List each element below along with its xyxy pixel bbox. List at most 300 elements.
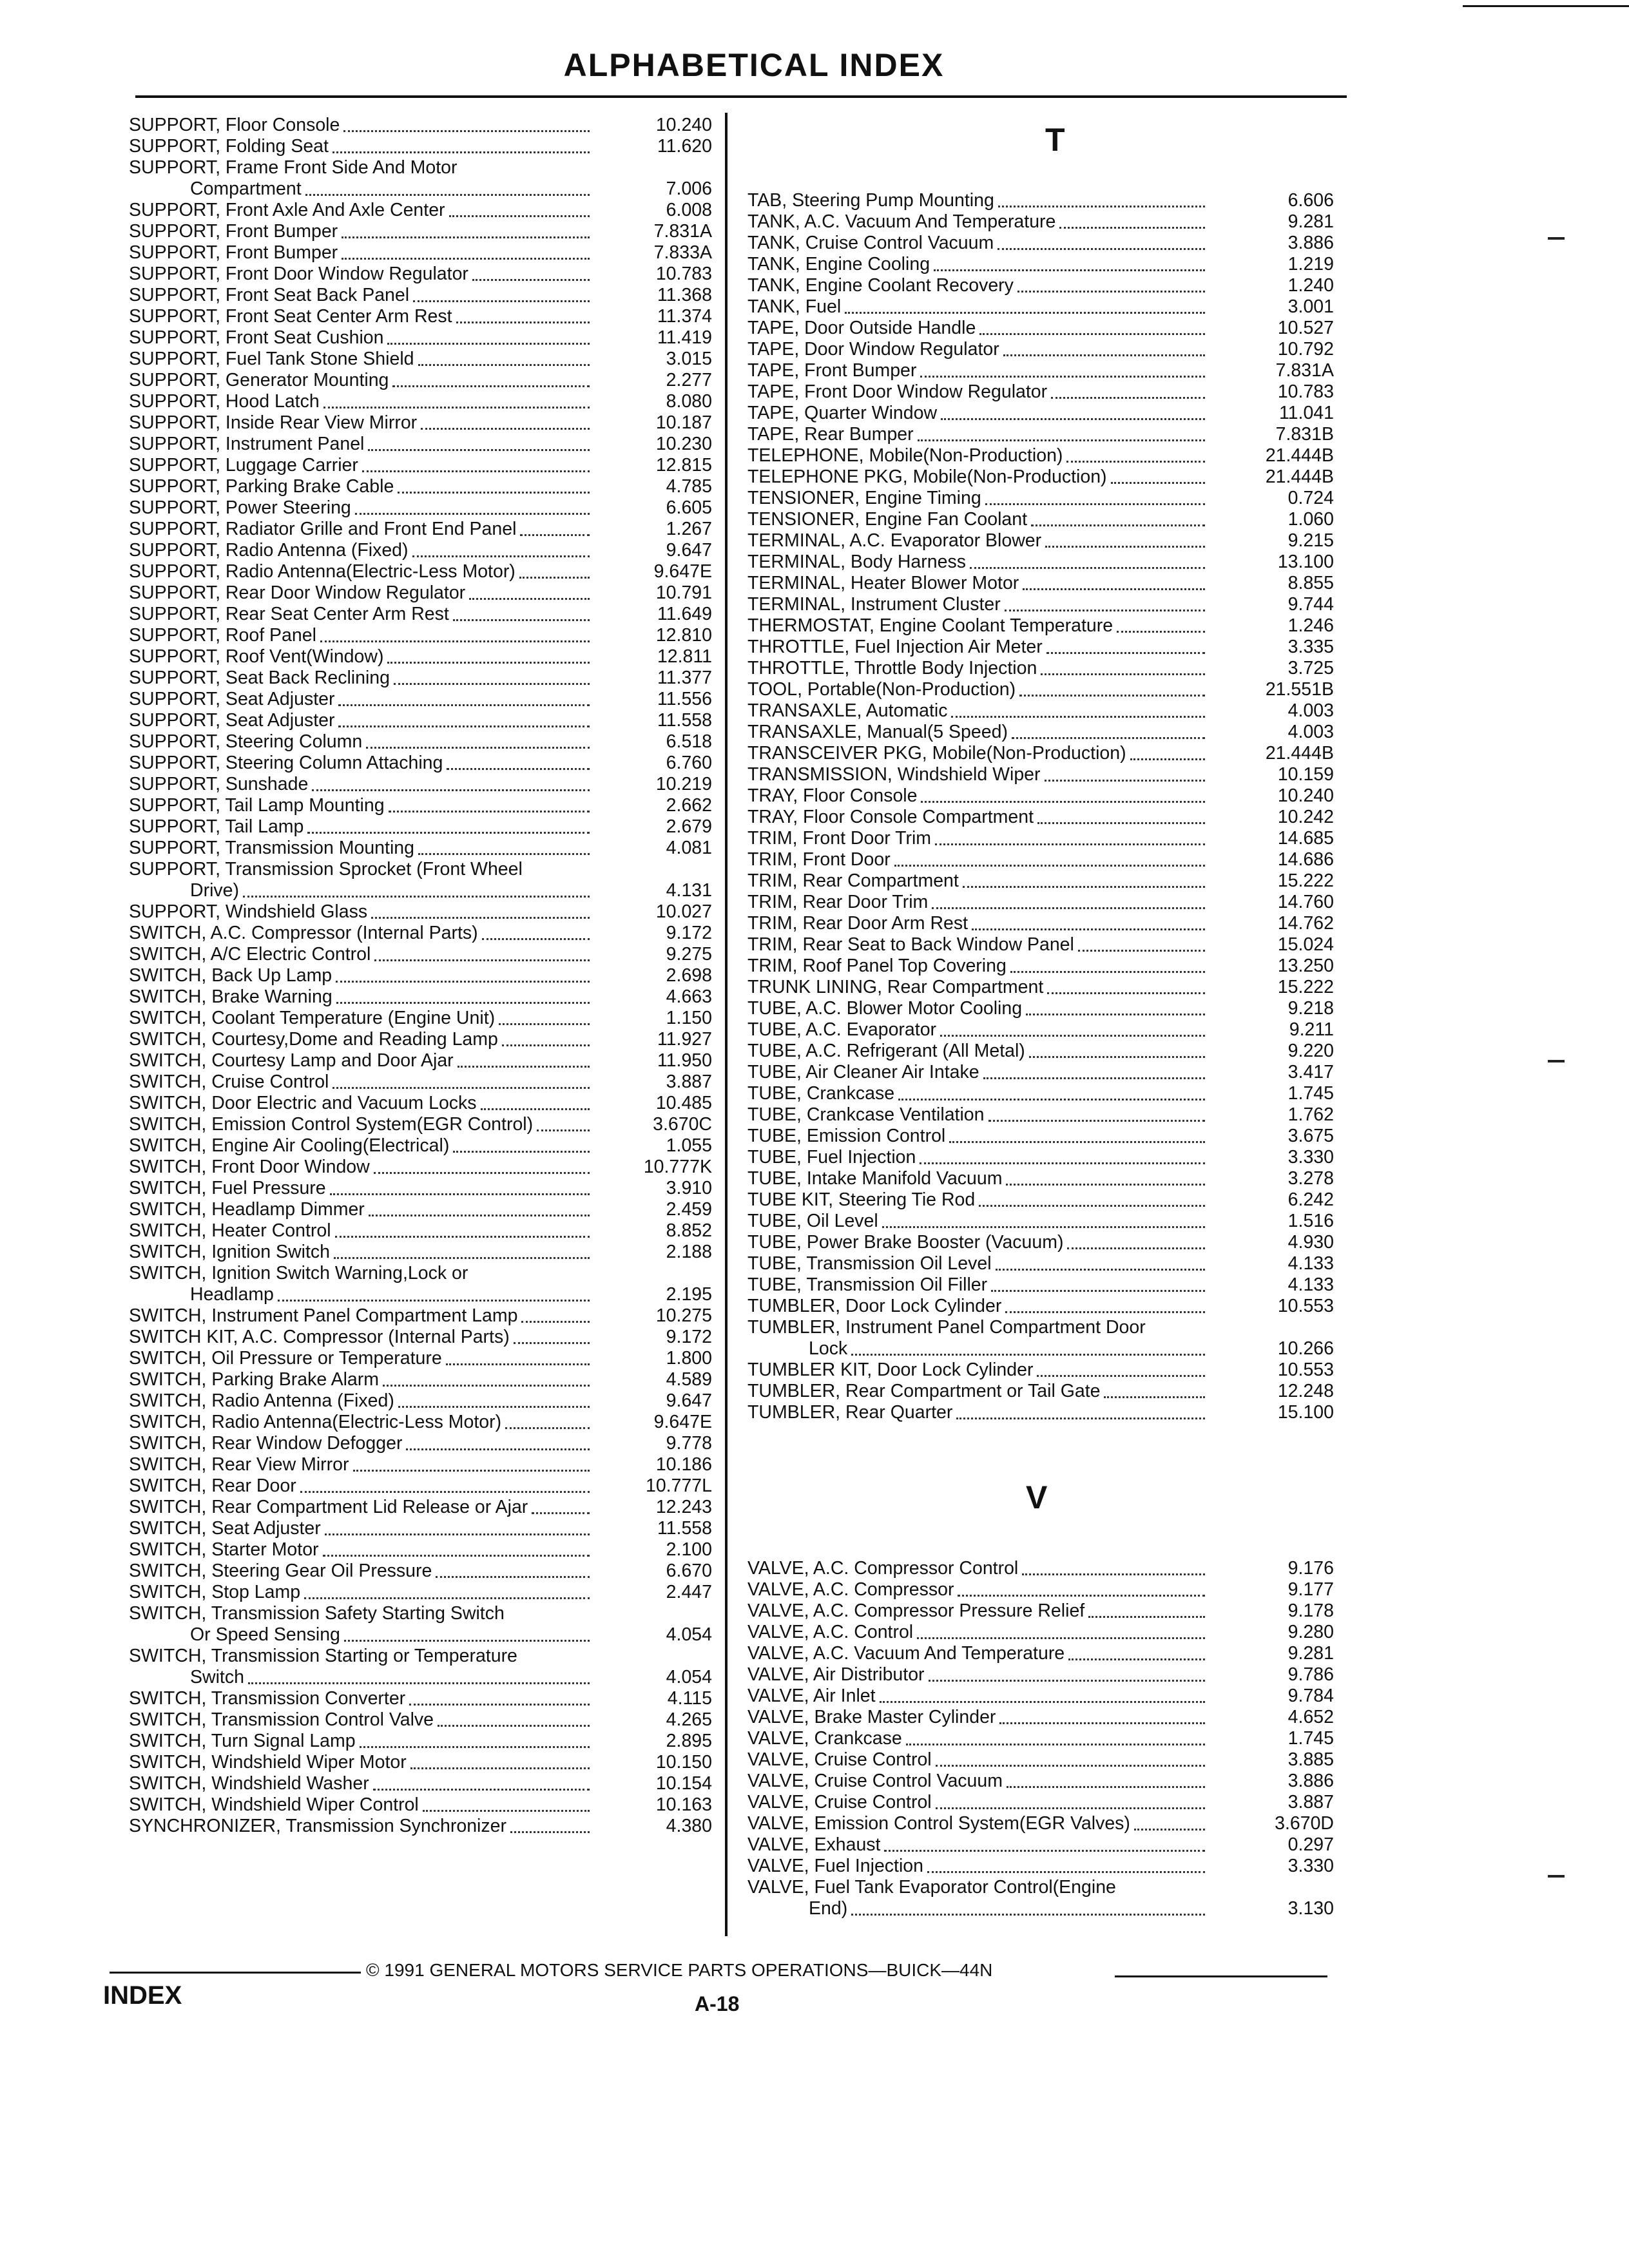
index-entry <box>747 1600 1334 1622</box>
index-entry <box>129 1646 712 1667</box>
index-entry <box>129 136 712 157</box>
index-entry <box>129 1369 712 1390</box>
index-entry <box>129 1242 712 1263</box>
dot-leader <box>418 844 590 855</box>
entry-page-ref: 1.240 <box>1287 275 1334 296</box>
entry-page-ref: 10.783 <box>1277 381 1334 402</box>
index-entry <box>747 679 1334 700</box>
entry-page-ref: 9.784 <box>1287 1686 1334 1706</box>
dot-leader <box>927 1862 1205 1873</box>
dot-leader <box>307 823 590 834</box>
entry-page-ref: 4.785 <box>666 476 712 497</box>
entry-page-ref: 1.055 <box>666 1135 712 1156</box>
entry-page-ref: 11.419 <box>657 327 712 348</box>
entry-page-ref: 0.724 <box>1287 488 1334 508</box>
dot-leader <box>1066 452 1205 463</box>
index-entry <box>129 1773 712 1794</box>
entry-name: SUPPORT, Folding Seat <box>129 136 329 157</box>
entry-name: Drive) <box>190 880 239 901</box>
entry-page-ref: 11.620 <box>657 136 712 157</box>
dot-leader <box>514 1333 590 1344</box>
index-entry <box>129 1157 712 1178</box>
entry-page-ref: 12.248 <box>1277 1381 1334 1401</box>
entry-name: SUPPORT, Radio Antenna(Electric-Less Motor) <box>129 561 516 582</box>
dot-leader <box>934 260 1205 271</box>
entry-page-ref: 10.154 <box>655 1773 712 1794</box>
index-entry <box>129 1412 712 1433</box>
dot-leader <box>333 1078 590 1089</box>
index-entry <box>129 1050 712 1072</box>
entry-page-ref: 2.662 <box>666 795 712 816</box>
dot-leader <box>898 1090 1205 1100</box>
index-entry <box>129 519 712 540</box>
index-entry <box>129 412 712 434</box>
dot-leader <box>1059 218 1205 229</box>
index-entry <box>129 391 712 412</box>
entry-name: SUPPORT, Front Door Window Regulator <box>129 264 468 284</box>
entry-name: TUBE, Crankcase <box>747 1083 895 1104</box>
entry-page-ref: 2.459 <box>666 1199 712 1220</box>
index-entry <box>129 1199 712 1220</box>
index-entry <box>129 731 712 753</box>
dot-leader <box>406 1439 590 1450</box>
page-title: ALPHABETICAL INDEX <box>563 47 945 83</box>
entry-page-ref: 14.685 <box>1277 828 1334 849</box>
entry-name: TRIM, Front Door <box>747 849 891 870</box>
dot-leader <box>519 568 590 579</box>
dot-leader <box>392 376 590 387</box>
entry-page-ref: 0.297 <box>1287 1834 1334 1855</box>
entry-page-ref: 15.222 <box>1277 870 1334 891</box>
entry-name: SUPPORT, Steering Column Attaching <box>129 753 443 773</box>
index-entry <box>747 1019 1334 1041</box>
entry-name: VALVE, Exhaust <box>747 1834 881 1855</box>
entry-name: TOOL, Portable(Non-Production) <box>747 679 1016 700</box>
index-entry <box>747 211 1334 233</box>
entry-name: SWITCH, Courtesy Lamp and Door Ajar <box>129 1050 454 1071</box>
entry-name: Headlamp <box>190 1284 274 1305</box>
index-entry <box>747 1707 1334 1728</box>
index-entry <box>129 901 712 923</box>
index-entry <box>747 658 1334 679</box>
dot-leader <box>304 1588 590 1599</box>
dot-leader <box>369 1206 590 1216</box>
index-entry <box>129 1518 712 1539</box>
dot-leader <box>882 1217 1205 1228</box>
entry-name: VALVE, A.C. Vacuum And Temperature <box>747 1643 1065 1664</box>
index-entry <box>747 445 1334 466</box>
dot-leader <box>360 1737 590 1748</box>
dot-leader <box>449 206 590 217</box>
index-entry <box>129 1284 712 1305</box>
dot-leader <box>970 558 1205 569</box>
entry-page-ref: 9.275 <box>666 944 712 965</box>
entry-page-ref: 10.266 <box>1277 1338 1334 1359</box>
dot-leader <box>884 1841 1205 1852</box>
index-entry <box>129 774 712 795</box>
entry-page-ref: 4.930 <box>1287 1232 1334 1253</box>
entry-page-ref: 1.219 <box>1287 254 1334 274</box>
entry-name: THROTTLE, Fuel Injection Air Meter <box>747 637 1043 657</box>
index-entry <box>129 1709 712 1731</box>
index-entry <box>129 816 712 838</box>
dot-leader <box>920 1153 1205 1164</box>
margin-mark <box>1548 237 1565 240</box>
page-number: A-18 <box>695 1992 740 2015</box>
entry-page-ref: 1.060 <box>1287 509 1334 530</box>
entry-page-ref: 10.240 <box>1277 785 1334 806</box>
dot-leader <box>1130 749 1205 760</box>
dot-leader <box>972 919 1205 930</box>
dot-leader <box>505 1418 590 1429</box>
top-corner-rule <box>1463 5 1629 7</box>
dot-leader <box>880 1692 1205 1703</box>
index-entry <box>129 625 712 646</box>
entry-name: SYNCHRONIZER, Transmission Synchronizer <box>129 1816 506 1836</box>
dot-leader <box>532 1503 590 1514</box>
entry-name: TUBE, Transmission Oil Level <box>747 1253 992 1274</box>
dot-leader <box>342 249 590 260</box>
index-entry <box>747 785 1334 807</box>
dot-leader <box>520 525 590 536</box>
index-entry <box>747 296 1334 318</box>
entry-name: Lock <box>809 1338 848 1359</box>
index-entry <box>129 264 712 285</box>
index-entry <box>129 1794 712 1816</box>
dot-leader <box>983 1068 1205 1079</box>
dot-leader <box>1046 643 1205 654</box>
entry-name: SWITCH, Starter Motor <box>129 1539 319 1560</box>
index-entry <box>747 233 1334 254</box>
index-entry <box>129 540 712 561</box>
dot-leader <box>438 1716 590 1727</box>
dot-leader <box>398 483 590 494</box>
dot-leader <box>1005 1302 1205 1313</box>
entry-page-ref: 12.815 <box>655 455 712 476</box>
entry-page-ref: 21.551B <box>1265 679 1334 700</box>
entry-name: SUPPORT, Front Bumper <box>129 221 338 242</box>
dot-leader <box>374 950 590 961</box>
dot-leader <box>336 972 590 983</box>
index-entry <box>129 710 712 731</box>
entry-name: SWITCH KIT, A.C. Compressor (Internal Parts) <box>129 1327 510 1347</box>
index-entry <box>747 615 1334 637</box>
dot-leader <box>338 695 590 706</box>
entry-page-ref: 2.100 <box>666 1539 712 1560</box>
dot-leader <box>1068 1649 1205 1660</box>
index-entry <box>129 327 712 349</box>
dot-leader <box>1104 1387 1205 1398</box>
index-entry <box>747 1622 1334 1643</box>
entry-page-ref: 7.006 <box>666 178 712 199</box>
entry-page-ref: 10.163 <box>655 1794 712 1815</box>
dot-leader <box>312 780 590 791</box>
dot-leader <box>1005 601 1205 611</box>
entry-name: SWITCH, Coolant Temperature (Engine Unit) <box>129 1008 496 1028</box>
index-entry <box>747 1189 1334 1211</box>
entry-page-ref: 14.760 <box>1277 892 1334 912</box>
entry-name: TELEPHONE PKG, Mobile(Non-Production) <box>747 466 1107 487</box>
index-entry <box>747 977 1334 998</box>
dot-leader <box>458 1057 590 1068</box>
dot-leader <box>1088 1607 1205 1618</box>
entry-name: TRAY, Floor Console Compartment <box>747 807 1034 827</box>
entry-name: SWITCH, Front Door Window <box>129 1157 370 1177</box>
entry-name: TANK, A.C. Vacuum And Temperature <box>747 211 1056 232</box>
dot-leader <box>1010 962 1205 973</box>
index-entry <box>129 1497 712 1518</box>
entry-name: SWITCH, Seat Adjuster <box>129 1518 321 1539</box>
index-entry <box>129 370 712 391</box>
dot-leader <box>447 759 590 770</box>
entry-page-ref: 4.054 <box>666 1667 712 1687</box>
entry-name: TAPE, Front Bumper <box>747 360 917 381</box>
entry-name: TRIM, Front Door Trim <box>747 828 932 849</box>
entry-name: TRIM, Rear Compartment <box>747 870 959 891</box>
index-entry <box>747 594 1334 615</box>
entry-page-ref: 10.027 <box>655 901 712 922</box>
entry-page-ref: 3.670D <box>1275 1813 1334 1834</box>
dot-leader <box>979 1196 1205 1207</box>
entry-name: TUBE, Emission Control <box>747 1126 946 1146</box>
dot-leader <box>1134 1820 1205 1831</box>
dot-leader <box>482 929 590 940</box>
index-entry <box>747 318 1334 339</box>
index-entry <box>747 1558 1334 1579</box>
dot-leader <box>353 1461 590 1472</box>
entry-name: SUPPORT, Windshield Glass <box>129 901 368 922</box>
entry-page-ref: 6.242 <box>1287 1189 1334 1210</box>
entry-name: TUMBLER KIT, Door Lock Cylinder <box>747 1360 1034 1380</box>
entry-page-ref: 9.647 <box>666 1390 712 1411</box>
index-entry <box>129 221 712 242</box>
dot-leader <box>998 239 1205 250</box>
index-entry <box>747 466 1334 488</box>
entry-page-ref: 9.172 <box>666 1327 712 1347</box>
dot-leader <box>423 1801 590 1812</box>
entry-name: SWITCH, Fuel Pressure <box>129 1178 326 1198</box>
dot-leader <box>894 856 1205 867</box>
dot-leader <box>1022 1564 1205 1575</box>
index-entry <box>129 604 712 625</box>
entry-page-ref: 3.910 <box>666 1178 712 1198</box>
entry-page-ref: 4.003 <box>1287 700 1334 721</box>
entry-page-ref: 9.647E <box>653 1412 712 1432</box>
dot-leader <box>499 1014 590 1025</box>
dot-leader <box>999 1713 1205 1724</box>
index-entry <box>129 1816 712 1837</box>
index-entry <box>747 1898 1334 1919</box>
footer-index-label: INDEX <box>103 1981 182 2010</box>
dot-leader <box>320 631 590 642</box>
entry-page-ref: 10.159 <box>1277 764 1334 785</box>
entry-name: TANK, Cruise Control Vacuum <box>747 233 994 253</box>
index-entry <box>747 1402 1334 1423</box>
entry-page-ref: 6.605 <box>666 497 712 518</box>
entry-name: Compartment <box>190 178 302 199</box>
dot-leader <box>323 1546 590 1557</box>
index-entry <box>747 1104 1334 1126</box>
dot-leader <box>1037 813 1205 824</box>
entry-name: SUPPORT, Roof Vent(Window) <box>129 646 384 667</box>
entry-page-ref: 13.250 <box>1277 956 1334 976</box>
dot-leader <box>325 1524 590 1535</box>
entry-page-ref: 11.377 <box>657 668 712 688</box>
index-entry <box>129 1263 712 1284</box>
entry-page-ref: 2.195 <box>666 1284 712 1305</box>
entry-name: TAPE, Rear Bumper <box>747 424 914 445</box>
index-entry <box>747 1792 1334 1813</box>
dot-leader <box>243 887 590 898</box>
entry-name: SWITCH, A.C. Compressor (Internal Parts) <box>129 923 478 943</box>
entry-page-ref: 9.218 <box>1287 998 1334 1019</box>
dot-leader <box>1007 1777 1205 1788</box>
entry-name: SWITCH, Transmission Control Valve <box>129 1709 434 1730</box>
entry-name: VALVE, A.C. Control <box>747 1622 914 1642</box>
index-entry <box>747 700 1334 722</box>
index-entry <box>747 488 1334 509</box>
entry-name: SWITCH, Windshield Washer <box>129 1773 369 1794</box>
dot-leader <box>991 1281 1205 1292</box>
entry-page-ref: 8.080 <box>666 391 712 412</box>
index-entry <box>129 1454 712 1475</box>
dot-leader <box>1067 1238 1205 1249</box>
entry-page-ref: 10.527 <box>1277 318 1334 338</box>
entry-name: SUPPORT, Tail Lamp Mounting <box>129 795 385 816</box>
index-entry <box>747 1041 1334 1062</box>
index-entry <box>129 200 712 221</box>
dot-leader <box>906 1735 1205 1745</box>
dot-leader <box>278 1291 590 1302</box>
entry-name: TUBE KIT, Steering Tie Rod <box>747 1189 976 1210</box>
entry-name: TENSIONER, Engine Timing <box>747 488 981 508</box>
dot-leader <box>920 367 1205 378</box>
entry-name: SUPPORT, Roof Panel <box>129 625 316 646</box>
entry-page-ref: 9.778 <box>666 1433 712 1454</box>
dot-leader <box>996 1260 1205 1271</box>
index-entry <box>747 403 1334 424</box>
entry-name: SWITCH, Engine Air Cooling(Electrical) <box>129 1135 450 1156</box>
dot-leader <box>436 1567 590 1578</box>
entry-name: SUPPORT, Power Steering <box>129 497 351 518</box>
index-entry <box>129 1561 712 1582</box>
dot-leader <box>330 1184 590 1195</box>
index-entry <box>747 1643 1334 1664</box>
index-entry <box>129 986 712 1008</box>
dot-leader <box>421 419 590 430</box>
entry-name: SUPPORT, Front Seat Cushion <box>129 327 384 348</box>
index-entry <box>129 859 712 880</box>
dot-leader <box>935 834 1205 845</box>
entry-name: TAPE, Front Door Window Regulator <box>747 381 1048 402</box>
index-entry <box>747 637 1334 658</box>
index-entry <box>747 1083 1334 1104</box>
entry-page-ref: 3.330 <box>1287 1856 1334 1876</box>
entry-name: TRIM, Rear Door Arm Rest <box>747 913 969 934</box>
dot-leader <box>333 142 590 153</box>
entry-name: SWITCH, Rear Door <box>129 1475 296 1496</box>
index-entry <box>747 892 1334 913</box>
dot-leader <box>248 1673 590 1684</box>
entry-page-ref: 10.186 <box>655 1454 712 1475</box>
dot-leader <box>851 1345 1205 1356</box>
entry-page-ref: 13.100 <box>1277 552 1334 572</box>
entry-page-ref: 1.267 <box>666 519 712 539</box>
dot-leader <box>355 504 590 515</box>
entry-name: VALVE, Brake Master Cylinder <box>747 1707 996 1727</box>
margin-mark <box>1548 1060 1565 1062</box>
index-entry <box>129 646 712 668</box>
dot-leader <box>335 1227 590 1238</box>
entry-name: TUMBLER, Rear Compartment or Tail Gate <box>747 1381 1101 1401</box>
dot-leader <box>940 1026 1205 1037</box>
entry-name: VALVE, A.C. Compressor Pressure Relief <box>747 1600 1085 1621</box>
entry-page-ref: 3.330 <box>1287 1147 1334 1168</box>
entry-name: VALVE, Cruise Control <box>747 1749 932 1770</box>
index-entry <box>747 828 1334 849</box>
entry-name: VALVE, Fuel Injection <box>747 1856 924 1876</box>
index-entry <box>747 1317 1334 1338</box>
dot-leader <box>502 1035 590 1046</box>
entry-page-ref: 11.041 <box>1278 403 1334 423</box>
entry-page-ref: 10.792 <box>1277 339 1334 360</box>
dot-leader <box>921 792 1205 803</box>
entry-page-ref: 10.485 <box>655 1093 712 1113</box>
entry-name: SUPPORT, Frame Front Side And Motor <box>129 157 458 178</box>
entry-page-ref: 6.518 <box>666 731 712 752</box>
index-entry <box>747 870 1334 892</box>
entry-name: TUBE, Crankcase Ventilation <box>747 1104 985 1125</box>
dot-leader <box>1117 622 1205 633</box>
entry-page-ref: 10.791 <box>655 582 712 603</box>
dot-leader <box>387 334 590 345</box>
index-entry <box>747 1360 1334 1381</box>
entry-name: TENSIONER, Engine Fan Coolant <box>747 509 1028 530</box>
entry-name: TRAY, Floor Console <box>747 785 918 806</box>
entry-page-ref: 3.886 <box>1287 1771 1334 1791</box>
dot-leader <box>979 324 1205 335</box>
entry-page-ref: 2.679 <box>666 816 712 837</box>
index-entry <box>129 1539 712 1561</box>
index-entry <box>747 1579 1334 1600</box>
index-entry <box>747 1274 1334 1296</box>
entry-name: SWITCH, Parking Brake Alarm <box>129 1369 380 1390</box>
index-entry <box>747 934 1334 956</box>
dot-leader <box>389 802 590 812</box>
entry-name: TANK, Engine Coolant Recovery <box>747 275 1014 296</box>
index-entry <box>747 254 1334 275</box>
index-entry <box>129 1305 712 1327</box>
entry-name: SUPPORT, Transmission Sprocket (Front Wheel <box>129 859 523 879</box>
entry-name: SWITCH, Windshield Wiper Motor <box>129 1752 407 1773</box>
entry-name: TERMINAL, Instrument Cluster <box>747 594 1001 615</box>
section-letter-t: T <box>1045 122 1065 158</box>
entry-name: TERMINAL, Heater Blower Motor <box>747 573 1019 593</box>
entry-page-ref: 3.675 <box>1287 1126 1334 1146</box>
entry-name: SUPPORT, Sunshade <box>129 774 309 794</box>
entry-page-ref: 12.811 <box>657 646 712 667</box>
index-entry <box>129 157 712 178</box>
entry-name: SWITCH, Radio Antenna(Electric-Less Motor) <box>129 1412 502 1432</box>
index-entry <box>747 764 1334 785</box>
entry-page-ref: 2.277 <box>666 370 712 390</box>
entry-name: SUPPORT, Seat Adjuster <box>129 710 335 731</box>
entry-page-ref: 3.417 <box>1287 1062 1334 1082</box>
entry-page-ref: 3.885 <box>1287 1749 1334 1770</box>
index-entry <box>129 944 712 965</box>
entry-name: TUBE, Oil Level <box>747 1211 878 1231</box>
entry-name: VALVE, Fuel Tank Evaporator Control(Engine <box>747 1877 1116 1898</box>
